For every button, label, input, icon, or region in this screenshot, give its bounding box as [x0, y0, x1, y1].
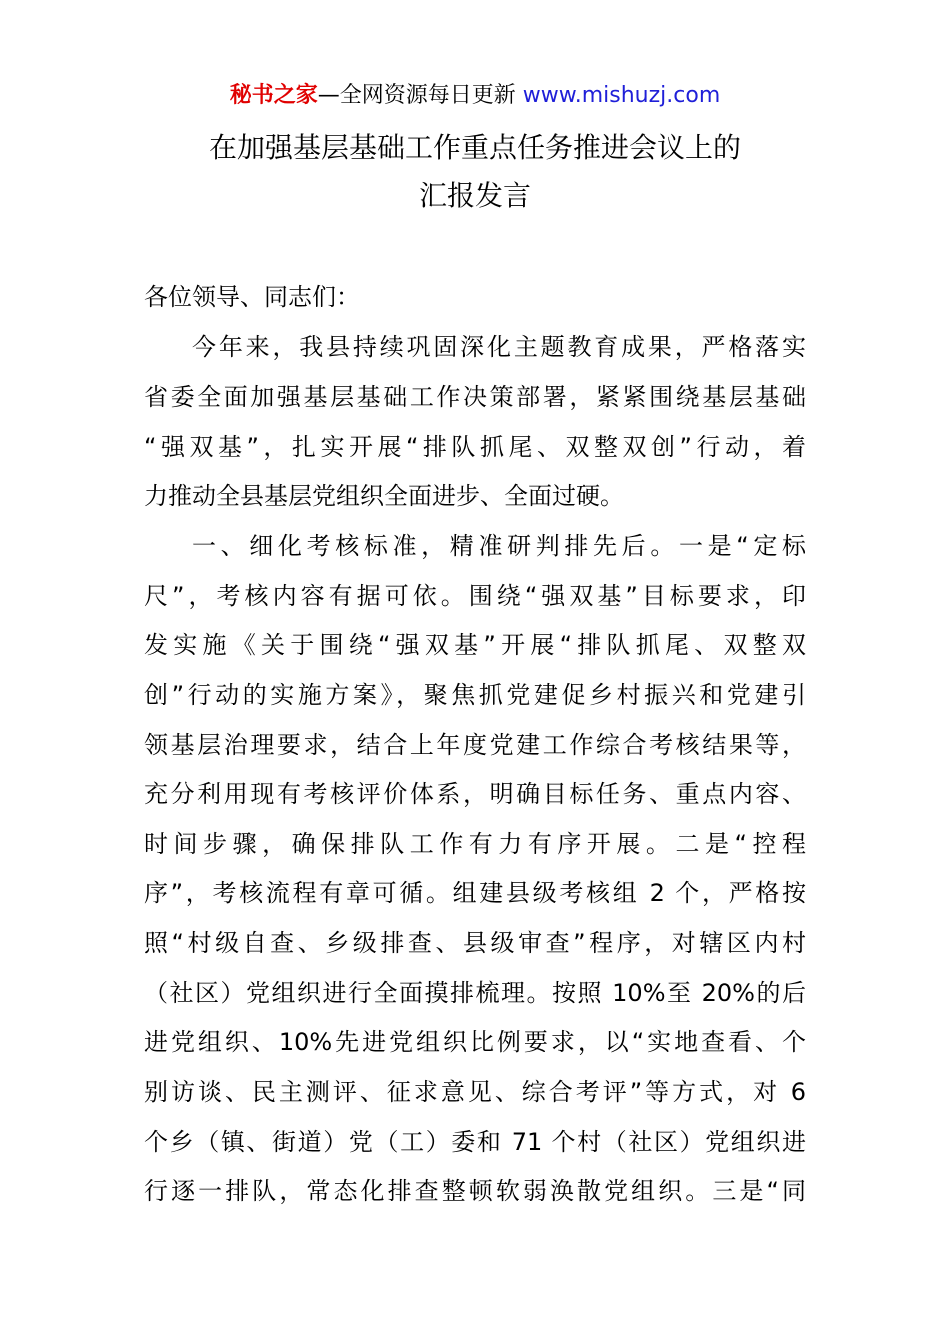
- salutation: 各位领导、同志们：: [144, 283, 360, 311]
- body-line: 行逐一排队，常态化排查整顿软弱涣散党组织。三是“同: [144, 1177, 806, 1205]
- brand-name: 秘书之家: [229, 83, 318, 108]
- document-title-line-1: 在加强基层基础工作重点任务推进会议上的: [208, 131, 741, 164]
- body-line: 时间步骤，确保排队工作有力有序开展。二是“控程: [144, 830, 806, 858]
- body-line: 一、细化考核标准，精准研判排先后。一是“定标: [192, 532, 806, 560]
- body-line: 照“村级自查、乡级排查、县级审查”程序，对辖区内村: [144, 929, 806, 957]
- body-line: 尺”，考核内容有据可依。围绕“强双基”目标要求，印: [144, 582, 806, 610]
- body-line: 发实施《关于围绕“强双基”开展“排队抓尾、双整双: [144, 631, 806, 659]
- body-line: 力推动全县基层党组织全面进步、全面过硬。: [144, 482, 624, 510]
- body-line: 今年来，我县持续巩固深化主题教育成果，严格落实: [192, 333, 806, 361]
- body-line: 省委全面加强基层基础工作决策部署，紧紧围绕基层基础: [144, 383, 806, 411]
- body-line: 充分利用现有考核评价体系，明确目标任务、重点内容、: [144, 780, 806, 808]
- site-header: [0, 80, 950, 112]
- body-line: 序”，考核流程有章可循。组建县级考核组 2 个，严格按: [144, 879, 806, 907]
- body-line: 进党组织、10%先进党组织比例要求，以“实地查看、个: [144, 1028, 806, 1056]
- body-line: （社区）党组织进行全面摸排梳理。按照 10%至 20%的后: [144, 979, 806, 1007]
- body-line: 个乡（镇、街道）党（工）委和 71 个村（社区）党组织进: [144, 1128, 806, 1156]
- site-url-link[interactable]: www.mishuzj.com: [522, 83, 721, 108]
- document-title-line-2: 汇报发言: [418, 179, 531, 212]
- body-line: 别访谈、民主测评、征求意见、综合考评”等方式，对 6: [144, 1078, 806, 1106]
- header-tagline: —全网资源每日更新: [317, 83, 516, 108]
- body-line: 领基层治理要求，结合上年度党建工作综合考核结果等，: [144, 731, 806, 759]
- body-line: 创”行动的实施方案》，聚焦抓党建促乡村振兴和党建引: [144, 681, 806, 709]
- body-line: “强双基”，扎实开展“排队抓尾、双整双创”行动，着: [144, 433, 806, 461]
